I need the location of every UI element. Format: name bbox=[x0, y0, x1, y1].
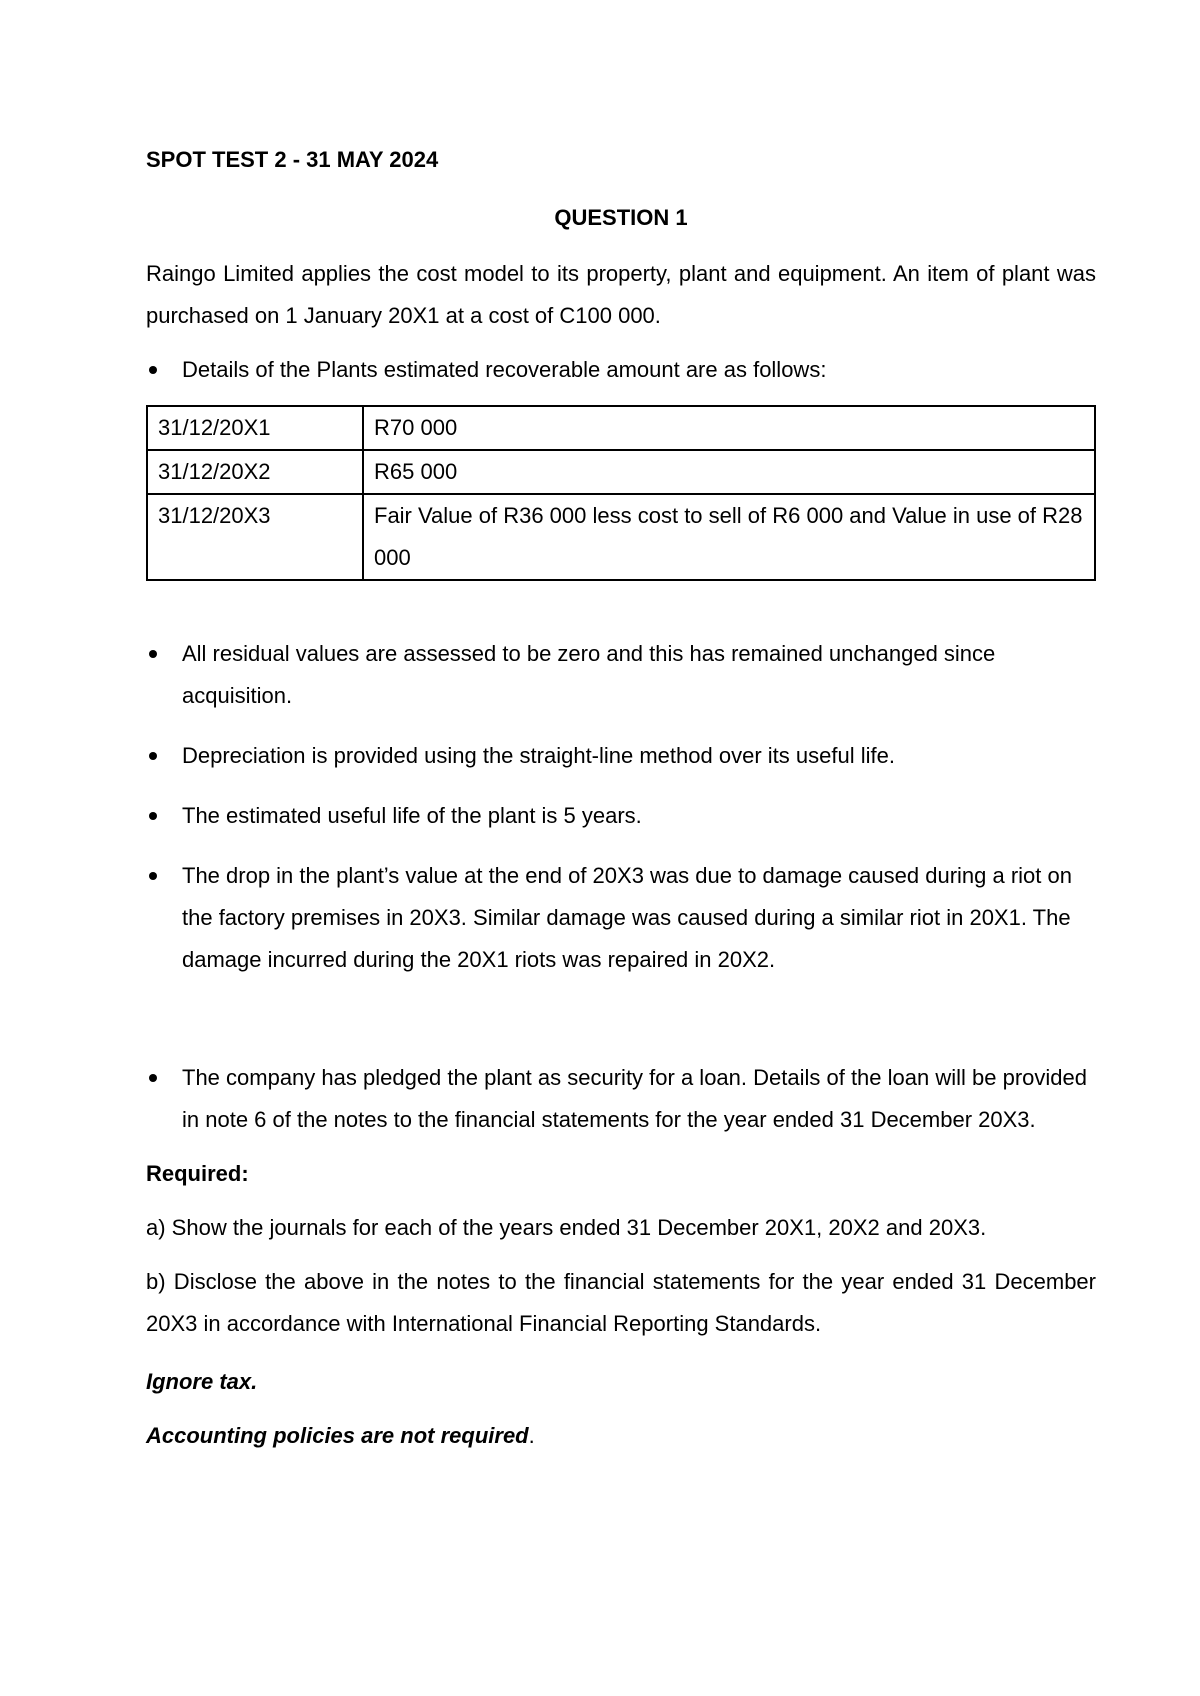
bullet-dot-icon bbox=[149, 650, 157, 658]
bullet-item bbox=[146, 1057, 1096, 1141]
bullet-text: The company has pledged the plant as security for a loan. Details of the loan will be provided in note 6 of the notes to the financial statements for the year ended 31 December 20X3. bbox=[182, 1065, 1087, 1132]
bullet-item bbox=[146, 633, 1096, 717]
table-cell-value: R70 000 bbox=[363, 406, 1095, 450]
bullet-dot-icon bbox=[149, 1074, 157, 1082]
table-cell-date: 31/12/20X1 bbox=[147, 406, 363, 450]
table-row bbox=[147, 450, 1095, 494]
accounting-policies-note bbox=[146, 1415, 1096, 1457]
bullet-list-details bbox=[146, 633, 1096, 1141]
question-heading: QUESTION 1 bbox=[554, 205, 688, 230]
bullet-dot-icon bbox=[149, 366, 157, 374]
bullet-text: Details of the Plants estimated recoverable amount are as follows: bbox=[182, 357, 827, 382]
bullet-list-intro bbox=[146, 349, 1096, 391]
bullet-text: Depreciation is provided using the straight-line method over its useful life. bbox=[182, 743, 895, 768]
table-row bbox=[147, 494, 1095, 580]
recoverable-amount-table bbox=[146, 405, 1096, 581]
requirement-a: a) Show the journals for each of the years ended 31 December 20X1, 20X2 and 20X3. bbox=[146, 1215, 987, 1240]
bullet-dot-icon bbox=[149, 752, 157, 760]
bullet-text: All residual values are assessed to be zero and this has remained unchanged since acquisition. bbox=[182, 641, 996, 708]
bullet-dot-icon bbox=[149, 812, 157, 820]
requirement-b: b) Disclose the above in the notes to the financial statements for the year ended 31 December 20X3 in accordance with International Financial Reporting Standards. bbox=[146, 1269, 1096, 1336]
bullet-item bbox=[146, 349, 1096, 391]
accounting-policies-period: . bbox=[528, 1423, 535, 1448]
ignore-tax-note: Ignore tax. bbox=[146, 1369, 258, 1394]
required-label: Required: bbox=[146, 1161, 249, 1186]
bullet-item bbox=[146, 795, 1096, 837]
document-page bbox=[146, 139, 1096, 1457]
bullet-item bbox=[146, 855, 1096, 981]
intro-paragraph: Raingo Limited applies the cost model to its property, plant and equipment. An item of plant was purchased on 1 January 20X1 at a cost of C100 000. bbox=[146, 261, 1096, 328]
document-title: SPOT TEST 2 - 31 MAY 2024 bbox=[146, 147, 439, 172]
table-cell-date: 31/12/20X3 bbox=[147, 494, 363, 580]
bullet-item bbox=[146, 735, 1096, 777]
table-row bbox=[147, 406, 1095, 450]
bullet-text: The estimated useful life of the plant is 5 years. bbox=[182, 803, 642, 828]
bullet-text: The drop in the plant’s value at the end of 20X3 was due to damage caused during a riot on the factory premises in 20X3. Similar damage was caused during a similar riot in 20X1. The damage incurred during the 20X1 riots was repaired in 20X2. bbox=[182, 863, 1072, 972]
table-cell-value: R65 000 bbox=[363, 450, 1095, 494]
accounting-policies-text: Accounting policies are not required bbox=[146, 1423, 529, 1448]
bullet-dot-icon bbox=[149, 872, 157, 880]
table-cell-date: 31/12/20X2 bbox=[147, 450, 363, 494]
table-cell-value: Fair Value of R36 000 less cost to sell of R6 000 and Value in use of R28 000 bbox=[363, 494, 1095, 580]
